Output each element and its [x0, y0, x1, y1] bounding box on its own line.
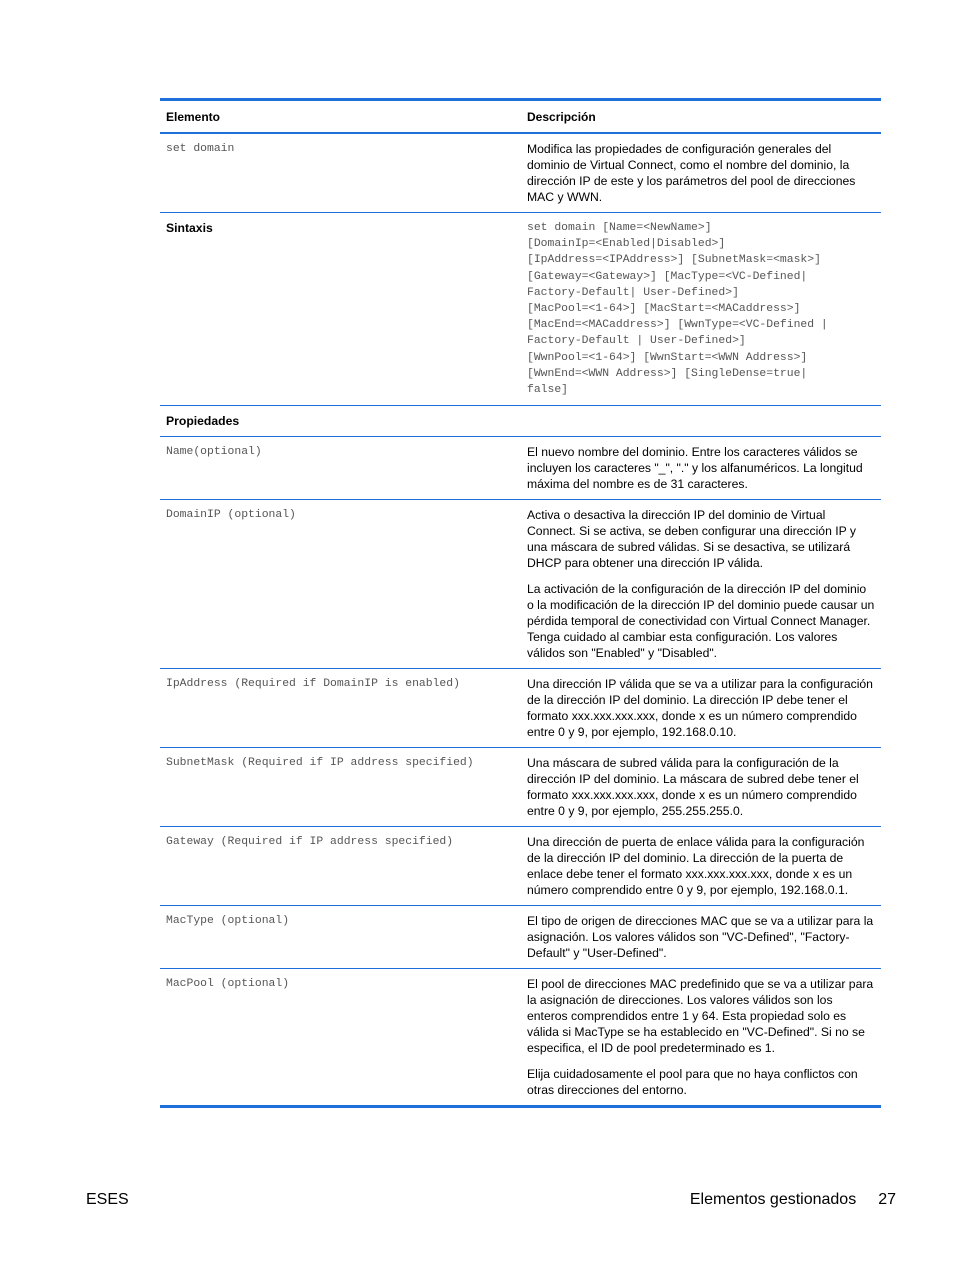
footer-section-title: Elementos gestionados [689, 1191, 857, 1208]
row-element: MacPool (optional) [166, 978, 290, 991]
table-row [160, 500, 881, 669]
table-row [160, 406, 881, 437]
header-descripcion: Descripción [521, 100, 881, 134]
header-elemento: Elemento [160, 100, 521, 134]
table-row [160, 906, 881, 969]
table-row [160, 827, 881, 906]
row-element: Sintaxis [160, 213, 521, 406]
row-description [521, 133, 881, 213]
description-paragraph: Una dirección IP válida que se va a utilizar para la configuración de la dirección IP del dominio. La dirección IP debe tener el formato xxx.xxx.xxx.xxx, donde x es un número comprendido entre 0 y 9, por ejemplo, 192.168.0.10. [527, 677, 873, 740]
row-description [521, 969, 881, 1107]
description-paragraph: El tipo de origen de direcciones MAC que se va a utilizar para la asignación. Los valores válidos son "VC-Defined", "Factory-Default" y "User-Defined". [527, 914, 874, 961]
row-description [521, 500, 881, 669]
row-description [521, 437, 881, 500]
syntax-code: set domain [Name=<NewName>] [DomainIp=<Enabled|Disabled>] [IpAddress=<IPAddress>] [SubnetMask=<mask>] [Gateway=<Gateway>] [MacType=<VC-Defined| Factory-Default| User-Defined>] [MacPool=<1-64>] [MacStart=<MACaddress>] [MacEnd=<MACaddress>] [WwnType=<VC-Defined | Factory-Default | User-Defined>] [WwnPool=<1-64>] [WwnStart=<WWN Address>] [WwnEnd=<WWN Address>] [SingleDense=true| false] [527, 222, 828, 397]
table-row [160, 213, 881, 406]
description-paragraph: Una dirección de puerta de enlace válida para la configuración de la dirección IP del dominio. La dirección de la puerta de enlace debe tener el formato xxx.xxx.xxx.xxx, donde x es un número comprendido entre 0 y 9, por ejemplo, 192.168.0.1. [527, 835, 865, 898]
properties-table [160, 98, 881, 1108]
row-description [521, 406, 881, 437]
table-row [160, 669, 881, 748]
row-description [521, 906, 881, 969]
table-row [160, 133, 881, 213]
row-description [521, 748, 881, 827]
table-row [160, 969, 881, 1107]
description-paragraph: Activa o desactiva la dirección IP del dominio de Virtual Connect. Si se activa, se deben configurar una dirección IP y una máscara de subred válidas. Si se desactiva, se utilizará DHCP para obtener una dirección IP válida. [527, 508, 857, 571]
table-row [160, 437, 881, 500]
description-paragraph: Modifica las propiedades de configuración generales del dominio de Virtual Connect, como el nombre del dominio, la dirección IP de este y los parámetros del pool de direcciones MAC y WWN. [527, 142, 856, 204]
description-paragraph: La activación de la configuración de la dirección IP del dominio o la modificación de la dirección IP del dominio puede causar un pérdida temporal de conectividad con Virtual Connect Manager. Tenga cuidado al cambiar esta configuración. Los valores válidos son "Enabled" y "Disabled". [527, 582, 875, 661]
row-description [521, 827, 881, 906]
description-paragraph: Elija cuidadosamente el pool para que no haya conflictos con otras direcciones del entorno. [527, 1067, 858, 1098]
description-paragraph: El nuevo nombre del dominio. Entre los caracteres válidos se incluyen los caracteres "_", "." y los alfanuméricos. La longitud máxima del nombre es de 31 caracteres. [527, 445, 863, 492]
footer-right [690, 1191, 896, 1209]
row-element: MacType (optional) [160, 906, 521, 969]
row-element: SubnetMask (Required if IP address specified) [160, 748, 521, 827]
row-description [521, 669, 881, 748]
row-element: set domain [160, 133, 521, 213]
page-number: 27 [878, 1191, 896, 1208]
table-row [160, 748, 881, 827]
table-header-row [160, 100, 881, 134]
row-element: Name(optional) [160, 437, 521, 500]
row-element: DomainIP (optional) [160, 500, 521, 669]
row-description [521, 213, 881, 406]
description-paragraph: El pool de direcciones MAC predefinido que se va a utilizar para la asignación de direcciones. Los valores válidos son los enteros comprendidos entre 1 y 64. Esta propiedad solo es válida si MacType se ha establecido en "VC-Defined". Si no se especifica, el ID de pool predeterminado es 1. [527, 977, 874, 1056]
footer-locale: ESES [86, 1191, 129, 1208]
row-element: Gateway (Required if IP address specified) [160, 827, 521, 906]
row-element: IpAddress (Required if DomainIP is enabled) [160, 669, 521, 748]
row-element: Propiedades [160, 406, 521, 437]
description-paragraph: Una máscara de subred válida para la configuración de la dirección IP del dominio. La máscara de subred debe tener el formato xxx.xxx.xxx.xxx, donde x es un número comprendido entre 0 y 9, por ejemplo, 255.255.255.0. [527, 756, 859, 819]
